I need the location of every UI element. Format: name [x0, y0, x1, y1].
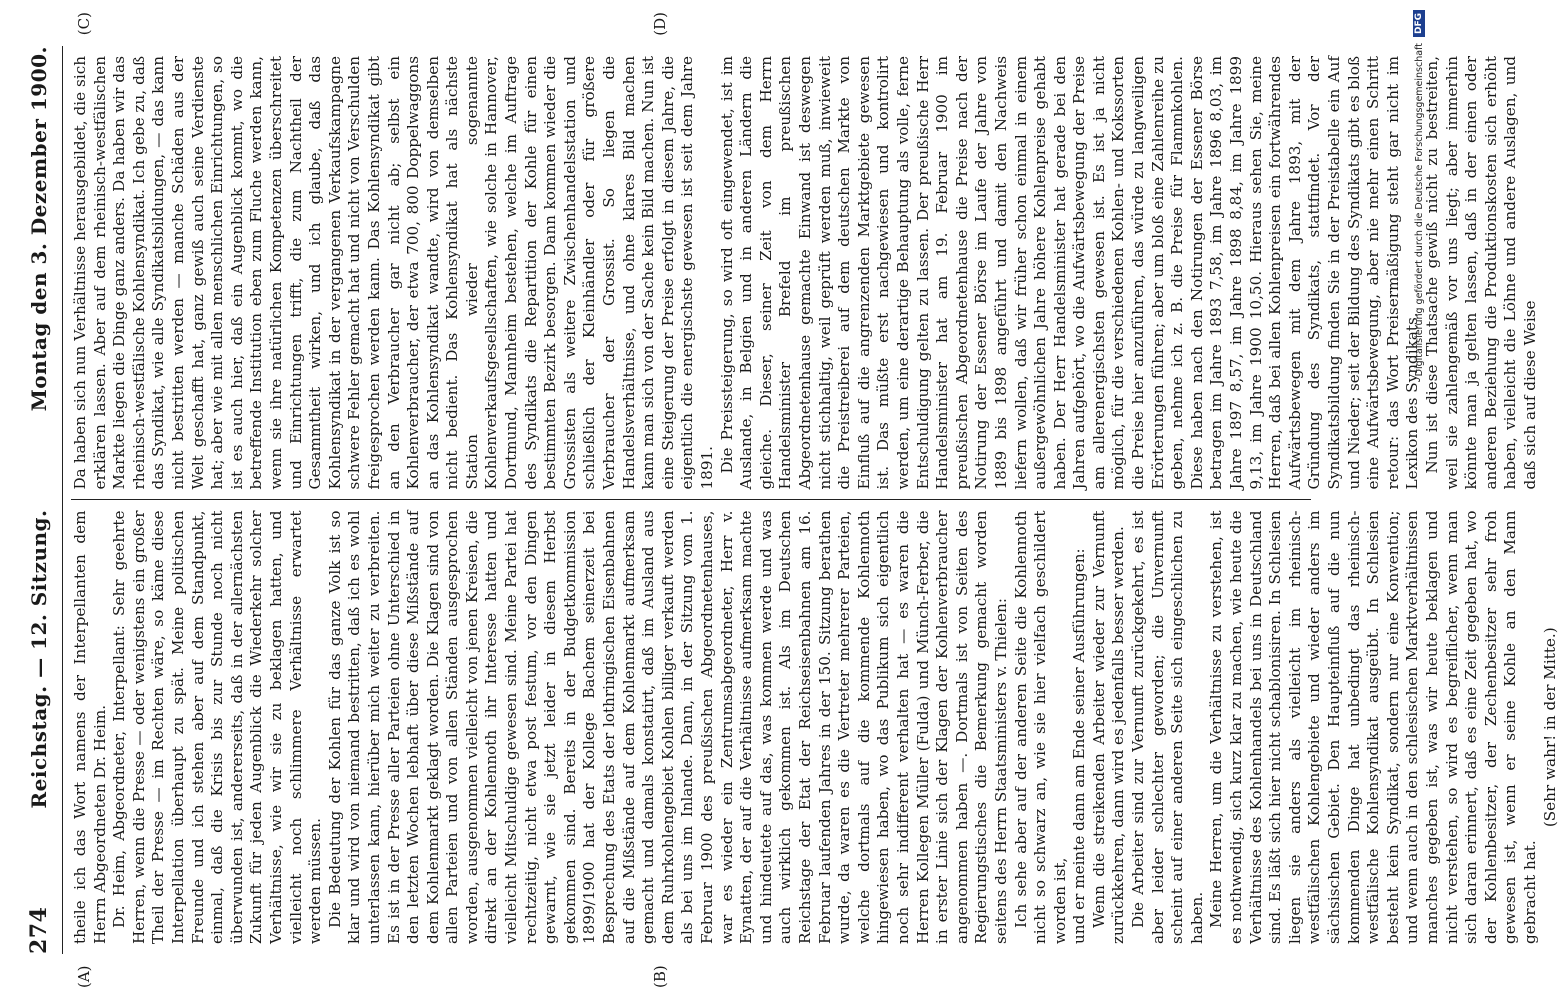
- digitization-credit: [1404, 0, 1434, 1000]
- margin-mark-b: (B): [651, 965, 669, 988]
- page-header: [26, 46, 63, 954]
- margin-mark-a: (A): [75, 965, 93, 988]
- left-column: [71, 501, 1559, 955]
- paragraph: Die Arbeiter sind zur Vernunft zurückgekehrt, es ist aber leider schlechter geworden; die Unvernunft scheint auf einer anderen Seite sich eingeschlichen zu haben.: [1129, 510, 1206, 944]
- dfg-logo: DFG: [1413, 10, 1425, 37]
- column-divider: [71, 500, 1311, 501]
- page-number: 274: [26, 906, 52, 954]
- credit-text: Digitalisierung gefördert durch die Deutsche Forschungsgemeinschaft: [1413, 43, 1425, 377]
- paragraph: Die Preissteigerung, so wird oft eingewendet, ist im Auslande, in Belgien und in anderen Ländern die gleiche. Dieser, seiner Zeit von dem Herrn Handelsminister Brefeld im preußischen Abgeordnetenhause gemachte Einwand ist deswegen nicht stichhaltig, weil geprüft werden muß, inwieweit die Preistreiberei auf dem deutschen Markte von Einfluß auf die angrenzenden Marktgebiete gewesen ist. Das müßte erst nachgewiesen und kontrolirt werden, um eine derartige Behauptung als volle, ferne Entschuldigung gelten zu lassen. Der preußische Herr Handelsminister hat am 19. Februar 1900 im preußischen Abgeordnetenhause die Preise nach der Notirung der Essener Börse im Laufe der Jahre von 1889 bis 1898 angeführt und damit den Nachweis liefern wollen, daß wir früher schon einmal in einem außergewöhnlichen Jahre höhere Kohlenpreise gehabt haben. Der Herr Handelsminister hat gerade bei den Jahren aufgehört, wo die Aufwärtsbewegung der Preise am allerenergischsten gewesen ist. Es ist ja nicht möglich, für die verschiedenen Kohlen- und Kokssorten die Preise hier anzuführen, das würde zu langweiligen Erörterungen führen; aber um bloß eine Zahlenreihe zu geben, nehme ich z. B. die Preise für Flammkohlen. Diese haben nach den Notirungen der Essener Börse betragen im Jahre 1893 7,58, im Jahre 1896 8,03, im Jahre 1897 8,57, im Jahre 1898 8,84, im Jahre 1899 9,13, im Jahre 1900 10,50. Hieraus sehen Sie, meine Herren, daß bei allen Kohlenpreisen ein fortwährendes Aufwärtsbewegen mit dem Jahre 1893, mit der Gründung des Syndikats, stattfindet. Vor der Syndikatsbildung finden Sie in der Preistabelle ein Auf und Nieder; seit der Bildung des Syndikats gibt es bloß eine Aufwärtsbewegung, aber nie mehr einen Schritt retour: das Wort Preisermäßigung steht gar nicht im Lexikon des Syndikats.: [717, 56, 1422, 490]
- paragraph: theile ich das Wort namens der Interpellanten dem Herrn Abgeordneten Dr. Heim.: [71, 510, 109, 944]
- running-title: Reichstag. — 12. Sitzung.: [27, 509, 51, 809]
- paragraph: Dr. Heim, Abgeordneter, Interpellant: Sehr geehrte Herren, wenn die Presse — oder wenigstens ein großer Theil der Presse — im Rechten wäre, so käme diese Interpellation überhaupt zu spät. Meine politischen Freunde und ich stehen aber auf dem Standpunkt, einmal, daß die Krisis bis zur Stunde noch nicht überwunden ist, andererseits, daß in der allernächsten Zukunft für jeden Augenblick die Wiederkehr solcher Verhältnisse, wie wir sie zu beklagen hatten, und vielleicht noch schlimmere Verhältnisse erwartet werden müssen.: [110, 510, 325, 944]
- paragraph: und er meinte dann am Ende seiner Ausführungen:: [1070, 548, 1089, 944]
- paragraph: Die Bedeutung der Kohlen für das ganze Volk ist so klar und wird von niemand bestritten, daß ich es wohl unterlassen kann, hierüber mich weiter zu verbreiten. Es ist in der Presse aller Parteien ohne Unterschied in den letzten Wochen lebhaft über diese Mißstände auf dem Kohlenmarkt geklagt worden. Die Klagen sind von allen Parteien und von allen Ständen ausgesprochen worden, ausgenommen vielleicht von jenen Kreisen, die direkt an der Kohlennoth ihr Interesse hatten und vielleicht Mitschuldige gewesen sind. Meine Partei hat rechtzeitig, nicht etwa post festum, vor den Dingen gewarnt, wie sie jetzt leider in diesem Herbst gekommen sind. Bereits in der Budgetkommission 1899/1900 hat der Kollege Bachem seinerzeit bei Besprechung des Etats der lothringischen Eisenbahnen auf die Mißstände auf dem Kohlenmarkt aufmerksam gemacht und damals konstatirt, daß im Ausland aus dem Ruhrkohlengebiet Kohlen billiger verkauft werden als bei uns im Inlande. Dann, in der Sitzung vom 1. Februar 1900 des preußischen Abgeordnetenhauses, war es wieder ein Zentrumsabgeordneter, Herr v. Eynatten, der auf die Verhältnisse aufmerksam machte und hindeutete auf das, was kommen werde und was auch wirklich gekommen ist. Als im Deutschen Reichstage der Etat der Reichseisenbahnen am 16. Februar laufenden Jahres in der 150. Sitzung berathen wurde, da waren es die Vertreter mehrerer Parteien, welche dortmals auf die kommende Kohlennoth hingewiesen haben, wo das Publikum sich eigentlich noch sehr indifferent verhalten hat — es waren die Herren Kollegen Müller (Fulda) und Münch-Ferber, die in erster Linie sich der Klagen der Kohlenverbraucher angenommen haben —. Dortmals ist von Seiten des Regierungstisches die Bemerkung gemacht worden seitens des Herrn Staatsministers v. Thielen:: [325, 510, 1010, 944]
- paragraph: Nun ist diese Thatsache gewiß nicht zu bestreiten, weil sie zahlengemäß vor uns liegt; aber immerhin könnte man ja gelten lassen, daß in der einen oder anderen Beziehung die Produktionskosten sich erhöht haben, vielleicht die Löhne und andere Auslagen, und daß sich auf diese Weise: [1422, 56, 1539, 490]
- paragraph: Da haben sich nun Verhältnisse herausgebildet, die sich erklären lassen. Aber auf dem rheinisch-westfälischen Markte liegen die Dinge ganz anders. Da haben wir das rheinisch-westfälische Kohlensyndikat. Ich gebe zu, daß das Syndikat, wie alle Syndikatsbildungen, — das kann nicht bestritten werden — manche Schäden aus der Welt geschafft hat, ganz gewiß auch seine Verdienste hat; aber wie mit allen menschlichen Einrichtungen, so ist es auch hier, daß ein Augenblick kommt, wo die betreffende Institution eben zum Fluche werden kann, wenn sie ihre natürlichen Kompetenzen überschreitet und Einrichtungen trifft, die zum Nachtheil der Gesammtheit wirken, und ich glaube, daß das Kohlensyndikat in der vergangenen Verkaufskampagne schwere Fehler gemacht hat und nicht von Verschulden freigesprochen werden kann. Das Kohlensyndikat gibt an den Verbraucher gar nicht ab; selbst ein Kohlenverbraucher, der etwa 700, 800 Doppelwaggons an das Kohlensyndikat wandte, wird von demselben nicht bedient. Das Kohlensyndikat hat als nächste Station wieder sogenannte Kohlenverkaufsgesellschaften, wie solche in Hannover, Dortmund, Mannheim bestehen, welche im Auftrage des Syndikats die Repartition der Kohle für einen bestimmten Bezirk besorgen. Dann kommen wieder die Grossisten als weitere Zwischenhandelsstation und schließlich der Kleinhändler oder für größere Verbraucher der Grossist. So liegen die Handelsverhältnisse, und ohne klares Bild machen kann man sich von der Sache kein Bild machen. Nun ist eine Steigerung der Preise erfolgt in diesem Jahre, die eigentlich die energischste gewesen ist seit dem Jahre 1891.: [71, 56, 716, 490]
- interjection: (Sehr wahr! in der Mitte.): [1540, 627, 1559, 828]
- margin-mark-c: (C): [75, 12, 93, 36]
- session-date: Montag den 3. Dezember 1900.: [27, 46, 51, 412]
- margin-mark-d: (D): [651, 12, 669, 36]
- paragraph: Meine Herren, um die Verhältnisse zu verstehen, ist es nothwendig, sich kurz klar zu machen, wie heute die Verhältnisse des Kohlenhandels bei uns in Deutschland sind. Es läßt sich hier nicht schablonisiren. In Schlesien liegen sie anders als vielleicht im rheinisch-westfälischen Kohlengebiete und wieder anders im sächsischen Gebiet. Den Haupteinfluß auf die nun kommenden Dinge hat unbedingt das rheinisch-westfälische Kohlensyndikat ausgeübt. In Schlesien besteht kein Syndikat, sondern nur eine Konvention; und wenn auch in den schlesischen Marktverhältnissen manches gegeben ist, was wir heute beklagen und nicht verstehen, so wird es begreiflicher, wenn man sich daran erinnert, daß es eine Zeit gegeben hat, wo der Kohlenbesitzer, der Zechenbesitzer sehr froh gewesen ist, wenn er seine Kohle an den Mann gebracht hat.: [1207, 510, 1539, 944]
- quotation: Wenn die streikenden Arbeiter wieder zur Vernunft zurückkehren, dann wird es jedenfalls besser werden.: [1089, 510, 1128, 944]
- quotation: Ich sehe aber auf der anderen Seite die Kohlennoth nicht so schwarz an, wie sie hier vielfach geschildert worden ist,: [1011, 510, 1069, 944]
